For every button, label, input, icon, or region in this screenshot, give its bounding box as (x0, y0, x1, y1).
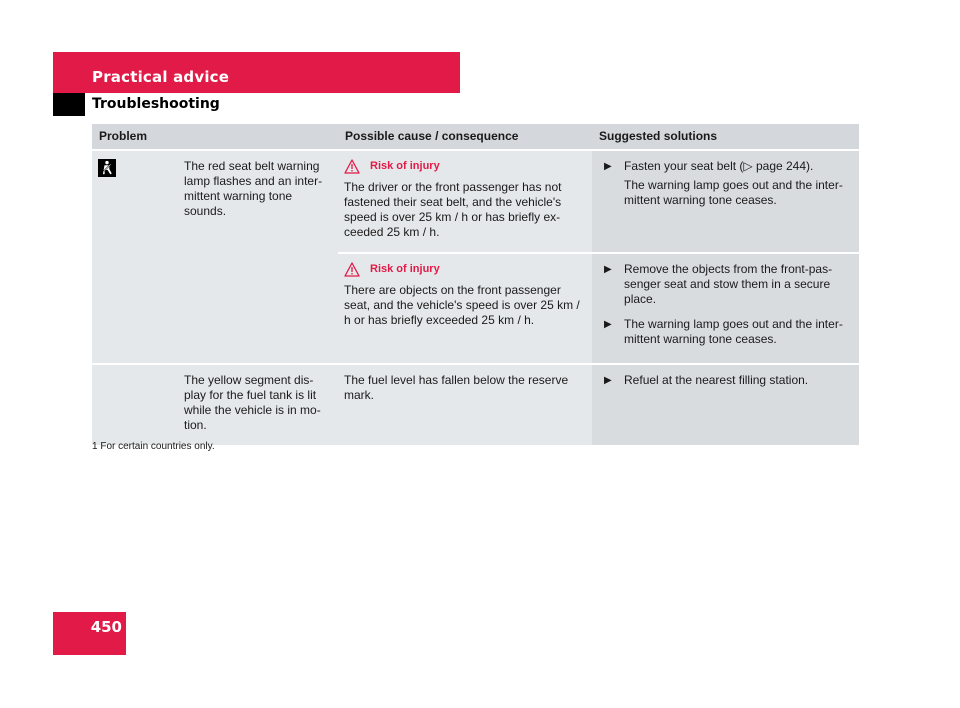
cause-text: The driver or the front passenger has not fastened their seat belt, and the vehicle's speed is over 25 km / h or has briefly ex-ceeded 25 km / h. (344, 180, 562, 239)
table-row (92, 364, 859, 446)
solution-step-text: The warning lamp goes out and the inter-mittent warning tone ceases. (624, 317, 843, 346)
solution-step (598, 373, 853, 388)
solution-step (598, 262, 853, 307)
solution-step-text: Fasten your seat belt (▷ page 244). (624, 159, 814, 173)
table-header-row (92, 124, 859, 150)
warning-text: Risk of injury (370, 160, 440, 172)
solution-step-text: Refuel at the nearest filling station. (624, 373, 809, 387)
problem-text: The red seat belt warning lamp flashes and an inter-mittent warning tone sounds. (178, 150, 338, 364)
cause-cell (338, 150, 592, 253)
step-arrow-icon: ▶ (604, 264, 612, 275)
solution-step (598, 317, 853, 347)
problem-text: The yellow segment dis-play for the fuel tank is lit while the vehicle is in mo-tion. (178, 364, 338, 446)
warning-triangle-icon (344, 262, 360, 277)
column-header-problem: Problem (92, 124, 338, 150)
seat-belt-warning-icon (98, 159, 116, 177)
warning-label (344, 159, 586, 174)
subsection-marker (53, 93, 85, 116)
solution-cell (592, 253, 859, 364)
solution-step-text: Remove the objects from the front-pas-senger seat and stow them in a secure place. (624, 262, 833, 306)
cause-text: There are objects on the front passenger seat, and the vehicle's speed is over 25 km / h or has briefly exceeded 25 km / h. (344, 283, 580, 327)
cause-text: The fuel level has fallen below the reserve mark. (338, 364, 592, 446)
table-row (92, 150, 859, 253)
problem-icon-cell (92, 150, 178, 364)
solution-cell (592, 364, 859, 446)
section-header-bar (53, 52, 460, 93)
cause-cell (338, 253, 592, 364)
column-header-cause: Possible cause / consequence (338, 124, 592, 150)
subsection-title: Troubleshooting (92, 96, 220, 112)
troubleshooting-table (92, 124, 859, 447)
page-number: 450 (90, 618, 122, 636)
warning-text: Risk of injury (370, 263, 440, 275)
warning-label (344, 262, 586, 277)
step-arrow-icon: ▶ (604, 319, 612, 330)
step-arrow-icon: ▶ (604, 161, 612, 172)
page-number-tab (53, 612, 126, 655)
step-arrow-icon: ▶ (604, 375, 612, 386)
section-title: Practical advice (92, 68, 230, 86)
solution-note: The warning lamp goes out and the inter-mittent warning tone ceases. (624, 178, 843, 207)
column-header-solutions: Suggested solutions (592, 124, 859, 150)
warning-triangle-icon (344, 159, 360, 174)
solution-step (598, 159, 853, 174)
solution-cell (592, 150, 859, 253)
footnote: 1 For certain countries only. (92, 441, 215, 452)
problem-icon-cell (92, 364, 178, 446)
